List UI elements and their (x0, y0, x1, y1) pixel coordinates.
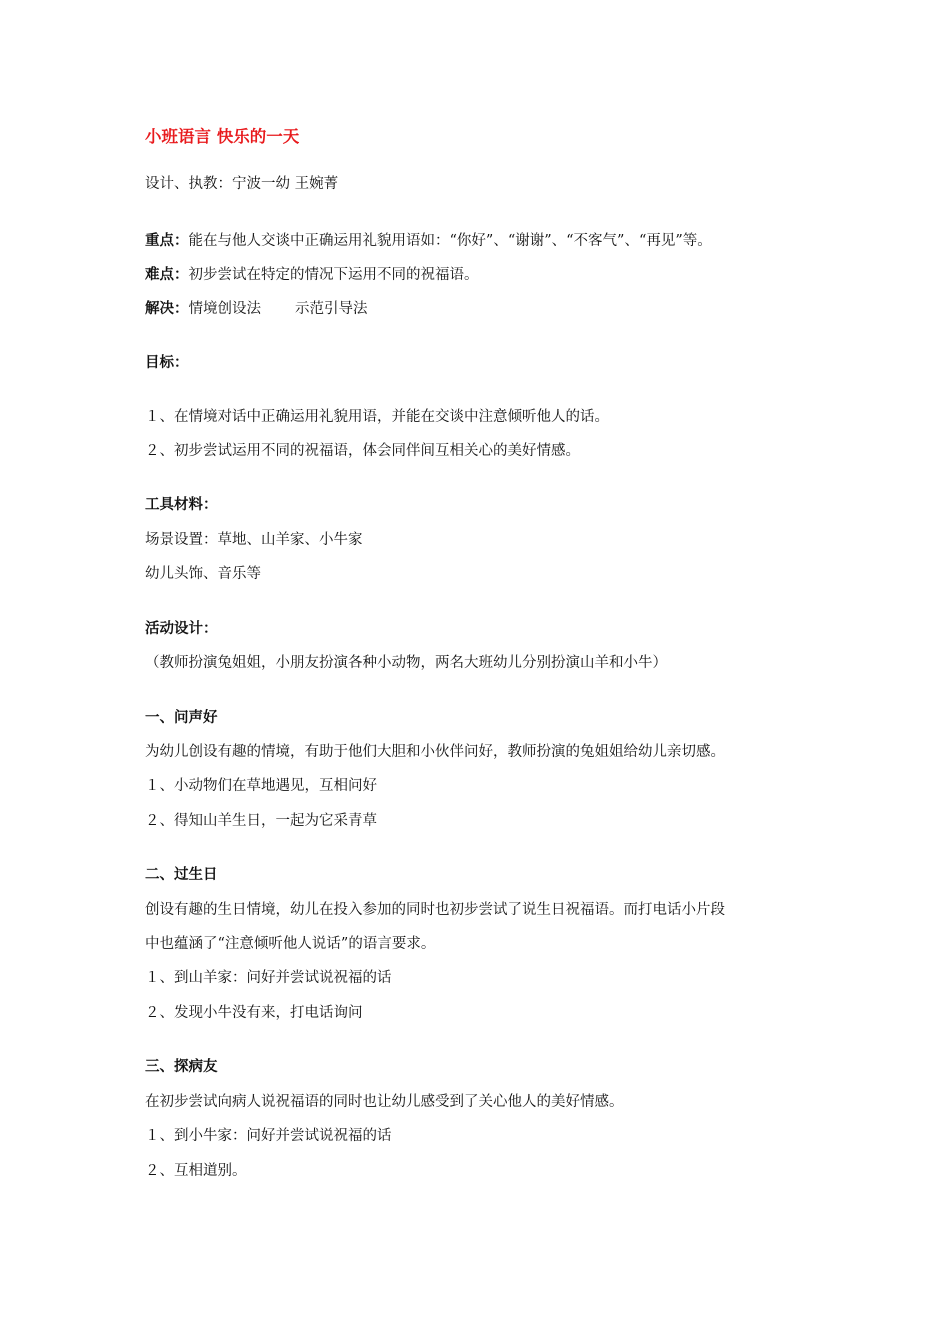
difficulty-text: 初步尝试在特定的情况下运用不同的祝福语。 (188, 267, 479, 283)
solution-label: 解决： (145, 300, 189, 317)
section-2-item-2: ２、发现小牛没有来，打电话询问 (145, 1005, 363, 1021)
section-2-desc-2: 中也蕴涵了“注意倾听他人说话”的语言要求。 (145, 936, 436, 952)
section-1-heading: 一、问声好 (145, 709, 218, 726)
solution-method-1: 情境创设法 (188, 301, 261, 317)
document-title: 小班语言 快乐的一天 (145, 127, 300, 146)
section-1-desc: 为幼儿创设有趣的情境，有助于他们大胆和小伙伴问好，教师扮演的兔姐姐给幼儿亲切感。 (145, 744, 725, 760)
section-1-item-2: ２、得知山羊生日，一起为它采青草 (145, 813, 377, 829)
materials-item-2: 幼儿头饰、音乐等 (145, 566, 261, 582)
goal-item-1: １、在情境对话中正确运用礼貌用语，并能在交谈中注意倾听他人的话。 (145, 409, 609, 425)
key-point-text: 能在与他人交谈中正确运用礼貌用语如：“你好”、“谢谢”、“不客气”、“再见”等。 (188, 233, 712, 249)
section-3-item-2: ２、互相道别。 (145, 1163, 247, 1179)
section-3-desc: 在初步尝试向病人说祝福语的同时也让幼儿感受到了关心他人的美好情感。 (145, 1094, 624, 1110)
difficulty (145, 265, 479, 285)
design-credit: 设计、执教：宁波一幼 王婉菁 (145, 176, 339, 192)
materials-item-1: 场景设置：草地、山羊家、小牛家 (145, 532, 363, 548)
solution-method-2: 示范引导法 (295, 301, 368, 317)
solution (145, 299, 368, 319)
section-2-item-1: １、到山羊家：问好并尝试说祝福的话 (145, 970, 392, 986)
difficulty-label: 难点： (145, 266, 189, 283)
materials-heading: 工具材料： (145, 496, 218, 513)
section-2-desc-1: 创设有趣的生日情境，幼儿在投入参加的同时也初步尝试了说生日祝福语。而打电话小片段 (145, 902, 725, 918)
activity-heading: 活动设计： (145, 620, 218, 637)
goals-heading: 目标： (145, 354, 189, 371)
section-2-heading: 二、过生日 (145, 866, 218, 883)
activity-note: （教师扮演兔姐姐，小朋友扮演各种小动物，两名大班幼儿分别扮演山羊和小牛） (145, 655, 667, 671)
section-3-item-1: １、到小牛家：问好并尝试说祝福的话 (145, 1128, 392, 1144)
key-point (145, 231, 712, 251)
section-1-item-1: １、小动物们在草地遇见，互相问好 (145, 778, 377, 794)
key-point-label: 重点： (145, 232, 189, 249)
goal-item-2: ２、初步尝试运用不同的祝福语，体会同伴间互相关心的美好情感。 (145, 443, 580, 459)
section-3-heading: 三、探病友 (145, 1058, 218, 1075)
